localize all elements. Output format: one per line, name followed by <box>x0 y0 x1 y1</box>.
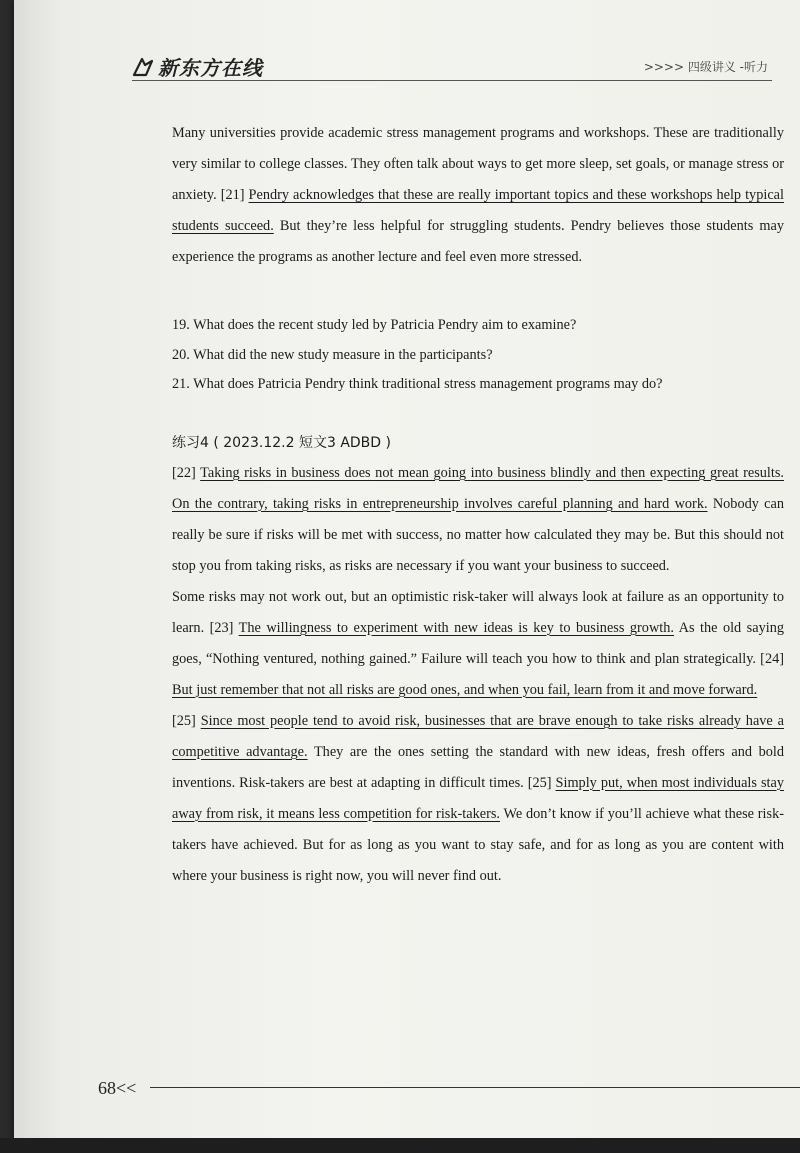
question-item: 21. What does Patricia Pendry think traditional stress management programs may do? <box>172 376 663 392</box>
passage-text: Some risks may not work out, but an optimistic risk-taker will always look at failure as an opportunity to learn. [23] <box>172 588 784 636</box>
page-body <box>172 118 784 892</box>
underlined-answer: The willingness to experiment with new ideas is key to business growth. <box>238 619 674 636</box>
passage-paragraph <box>172 118 784 273</box>
answer-tag: [25] <box>172 712 201 729</box>
passage-paragraph <box>172 458 784 582</box>
underlined-answer: But just remember that not all risks are good ones, and when you fail, learn from it and move forward. <box>172 681 758 698</box>
question-item: 19. What does the recent study led by Patricia Pendry aim to examine? <box>172 317 577 333</box>
underlined-answer: Pendry acknowledges that these are really important topics and these workshops help typical students succeed. <box>172 187 784 234</box>
passage-text: They are the ones setting the standard with new ideas, fresh offers and bold inventions. Risk-takers are best at adapting in difficult times. [25] <box>172 743 784 791</box>
passage-text: We don’t know if you’ll achieve what these risk-takers have achieved. But for as long as you want to stay safe, and for as long as you are content with where your business is right now, you will never find out. <box>172 805 784 884</box>
page-number: 68<< <box>98 1078 137 1098</box>
document-page <box>14 0 800 1140</box>
answer-tag: [22] <box>172 464 201 481</box>
breadcrumb: >>>> 四级讲义 -听力 <box>643 60 768 74</box>
passage-text: But they’re less helpful for struggling students. Pendry believes those students may experience the programs as another lecture and feel even more stressed. <box>172 218 784 265</box>
underlined-answer: Taking risks in business does not mean going into business blindly and then expecting great results. On the contrary, taking risks in entrepreneurship involves careful planning and hard work. <box>172 464 784 512</box>
footer-rule <box>150 1087 800 1088</box>
passage-paragraph <box>172 582 784 706</box>
scan-background <box>0 1138 800 1153</box>
logo-text: 新东方在线 <box>158 56 263 80</box>
question-item: 20. What did the new study measure in the participants? <box>172 346 493 363</box>
passage-text: As the old saying goes, “Nothing ventured, nothing gained.” Failure will teach you how to think and plan strategically. [24] <box>172 619 785 667</box>
brand-logo <box>132 52 263 81</box>
passage-text: Many universities provide academic stress management programs and workshops. These are traditionally very similar to college classes. They often talk about ways to get more sleep, set goals, or manage stress or anxiety. [21] <box>172 125 784 203</box>
passage-paragraph <box>172 706 784 892</box>
page-header <box>132 46 772 81</box>
logo-mark-icon <box>132 57 154 77</box>
section-title: 练习4 ( 2023.12.2 短文3 ADBD ) <box>172 434 391 451</box>
passage-text: Nobody can really be sure if risks will be met with success, no matter how calculated they may be. But this should not stop you from taking risks, as risks are necessary if you want your business to succeed. <box>172 495 784 574</box>
underlined-answer: Simply put, when most individuals stay away from risk, it means less competition for risk-takers. <box>172 774 784 822</box>
underlined-answer: Since most people tend to avoid risk, businesses that are brave enough to take risks already have a competitive advantage. <box>172 712 784 760</box>
